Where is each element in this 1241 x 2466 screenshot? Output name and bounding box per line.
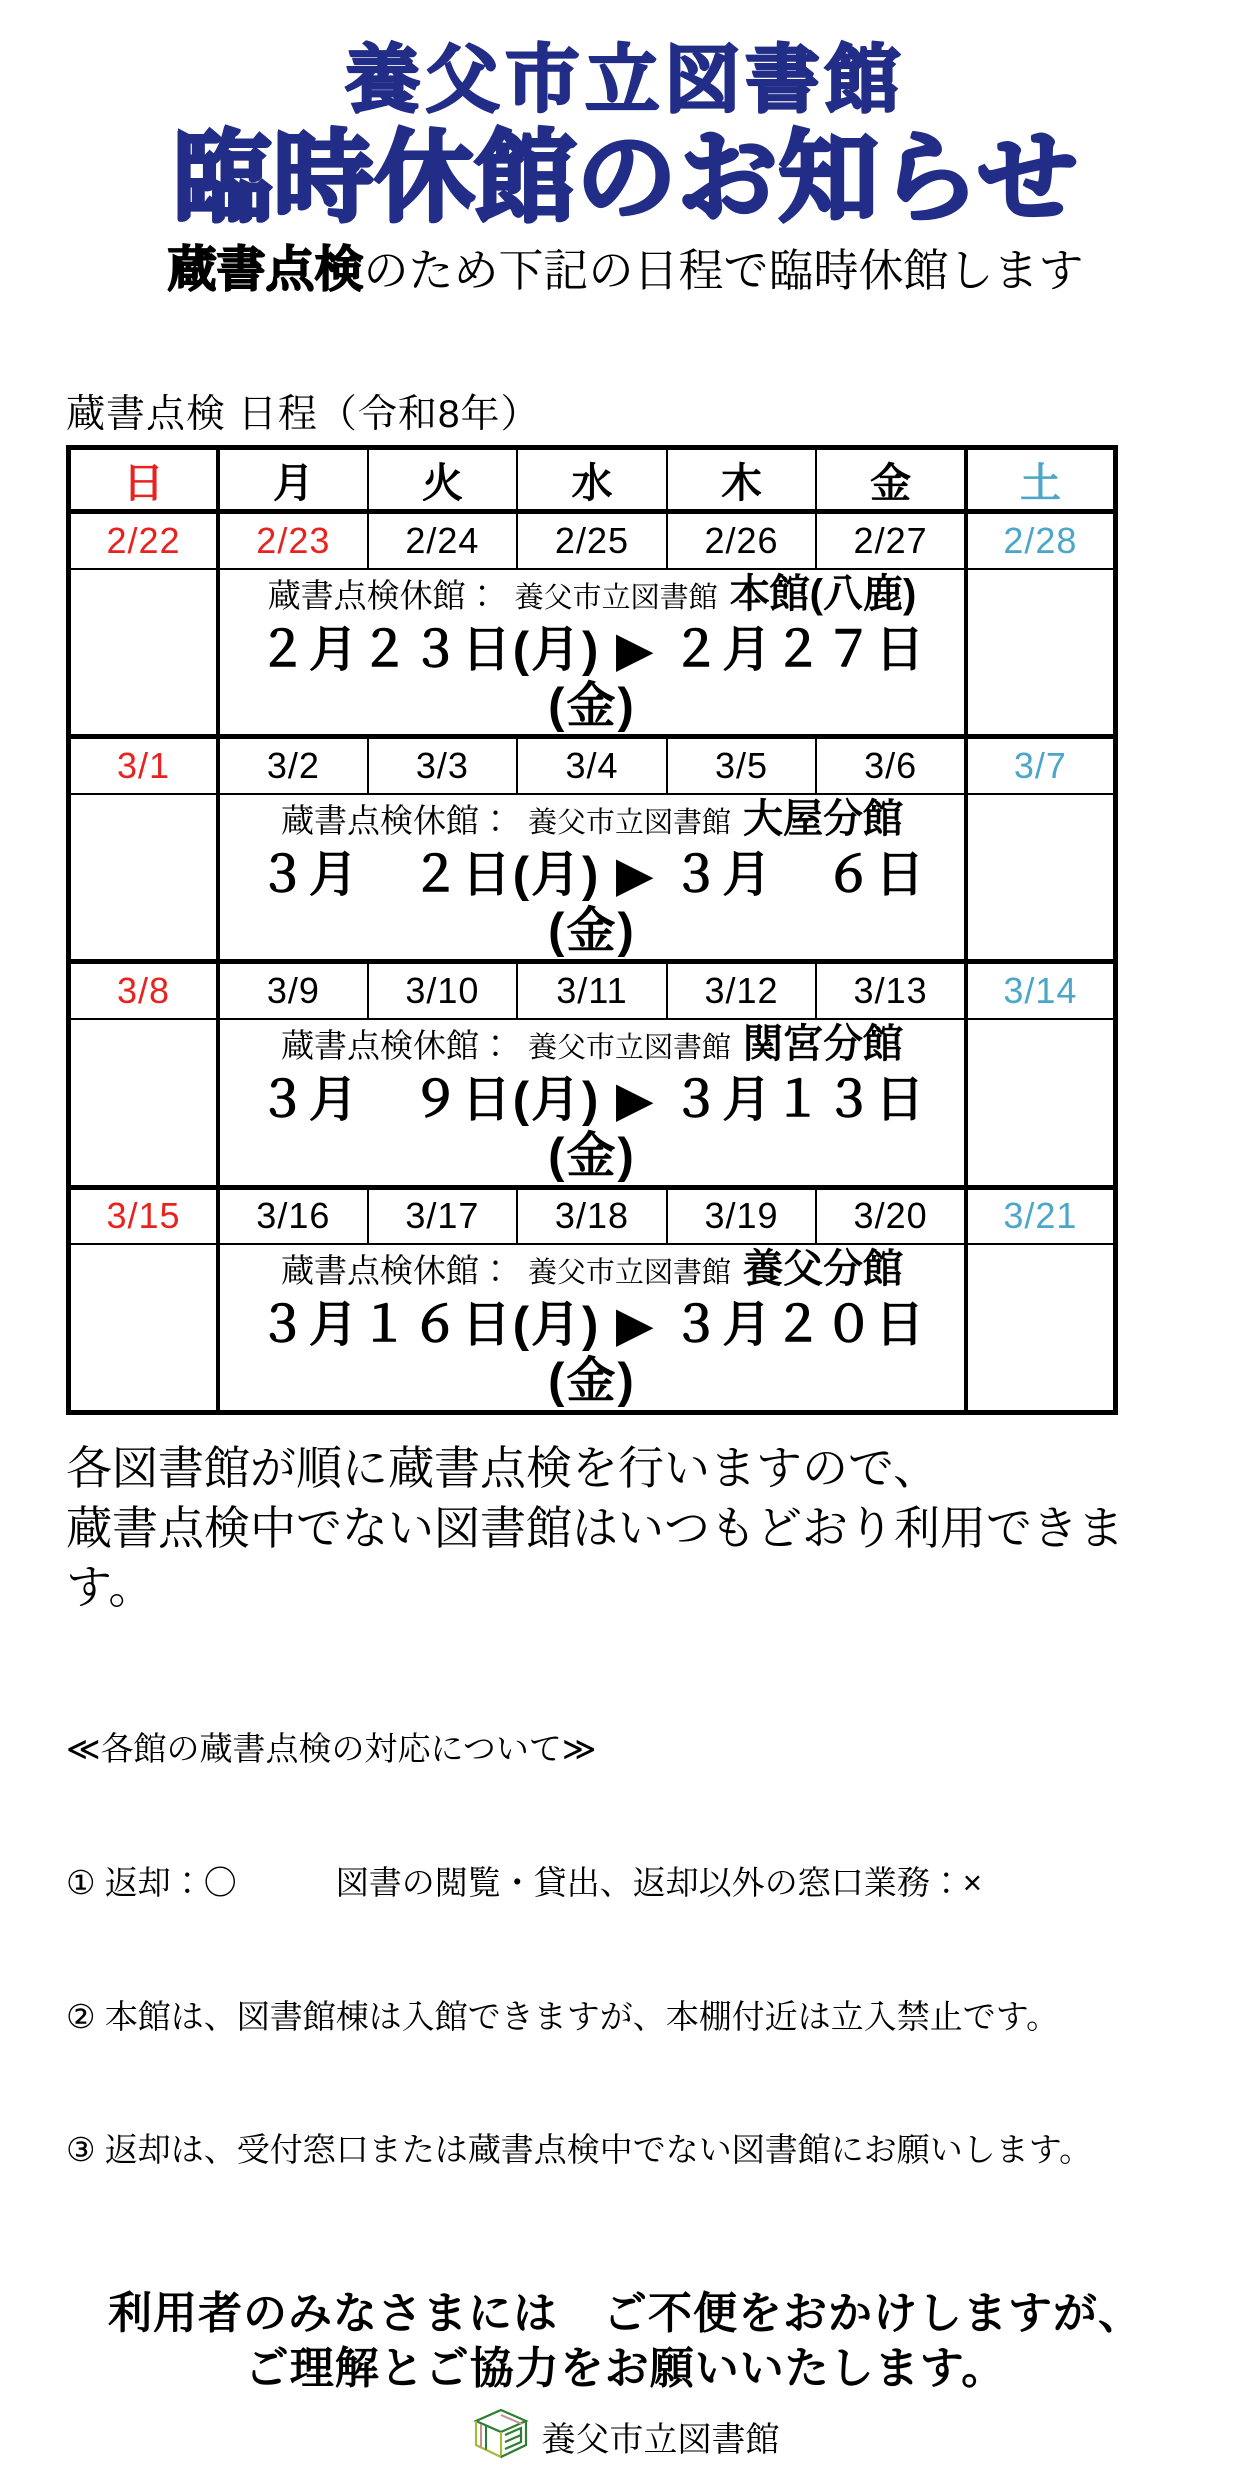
page-title: 養父市立図書館: [345, 38, 906, 121]
date-cell: 2/27: [816, 512, 966, 569]
closure-row-week4: [69, 1244, 1116, 1412]
date-cell: 3/3: [368, 737, 518, 794]
date-cell: 3/19: [667, 1187, 817, 1244]
weekday-friday: 金: [816, 448, 966, 512]
weekday-monday: 月: [218, 448, 368, 512]
closure-period: ２月２３日(月) ▶ ２月２７日(金): [257, 622, 927, 733]
date-row-week2: [69, 737, 1116, 794]
date-row-week1: [69, 512, 1116, 569]
closure-label: 蔵書点検休館：: [267, 576, 499, 614]
date-cell: 3/11: [517, 962, 667, 1019]
date-cell: 3/12: [667, 962, 817, 1019]
weekday-wednesday: 水: [517, 448, 667, 512]
closure-line1: [220, 795, 964, 843]
date-cell: 3/21: [966, 1187, 1116, 1244]
inspection-schedule-table: [66, 445, 1118, 1415]
notes-section: [66, 1638, 1185, 2262]
notes-heading: ≪各館の蔵書点検の対応について≫: [66, 1730, 597, 1768]
closure-library-name: 養父市立図書館: [514, 581, 718, 614]
date-cell: 2/23: [218, 512, 368, 569]
footer: [66, 2407, 1185, 2466]
closure-line1: [220, 1245, 964, 1293]
table-caption: 蔵書点検 日程（令和8年）: [66, 393, 541, 436]
date-cell: 3/16: [218, 1187, 368, 1244]
closure-row-week1: [69, 569, 1116, 737]
date-cell: 3/7: [966, 737, 1116, 794]
note-item-3: ③ 返却は、受付窓口または蔵書点検中でない図書館にお願いします。: [66, 2131, 1093, 2169]
usage-paragraph-line2: 蔵書点検中でない図書館はいつもどおり利用できます。: [66, 1501, 1124, 1614]
date-cell: 3/8: [69, 962, 219, 1019]
empty-sunday-cell: [69, 1019, 219, 1187]
date-cell: 2/26: [667, 512, 817, 569]
lead-text: [66, 239, 1185, 303]
date-cell: 3/14: [966, 962, 1116, 1019]
closure-row-week2: [69, 794, 1116, 962]
closure-library-name: 養父市立図書館: [527, 1031, 731, 1064]
date-cell: 3/17: [368, 1187, 518, 1244]
date-cell: 2/28: [966, 512, 1116, 569]
date-cell: 3/6: [816, 737, 966, 794]
closure-period: ３月 ２日(月) ▶ ３月 ６日(金): [257, 847, 927, 959]
date-cell: 3/1: [69, 737, 219, 794]
empty-sunday-cell: [69, 794, 219, 962]
date-row-week4: [69, 1187, 1116, 1244]
empty-saturday-cell: [966, 1244, 1116, 1412]
closure-branch-name: 本館(八鹿): [729, 571, 917, 616]
date-cell: 2/22: [69, 512, 219, 569]
closure-info-cell: [218, 794, 966, 962]
date-cell: 2/25: [517, 512, 667, 569]
empty-saturday-cell: [966, 794, 1116, 962]
empty-saturday-cell: [966, 1019, 1116, 1187]
closure-branch-name: 関宮分館: [742, 1021, 903, 1066]
weekday-tuesday: 火: [368, 448, 518, 512]
closing-line1: 利用者のみなさまには ご不便をおかけしますが、: [108, 2288, 1143, 2338]
closure-info-cell: [218, 569, 966, 737]
lead-text-rest: のため下記の日程で臨時休館します: [363, 245, 1084, 297]
date-cell: 3/15: [69, 1187, 219, 1244]
empty-sunday-cell: [69, 569, 219, 737]
library-logo-icon: [472, 2407, 530, 2466]
closure-library-name: 養父市立図書館: [527, 806, 731, 839]
date-cell: 3/10: [368, 962, 518, 1019]
date-cell: 3/5: [667, 737, 817, 794]
date-row-week3: [69, 962, 1116, 1019]
date-cell: 3/2: [218, 737, 368, 794]
closing-line2: ご理解とご協力をお願いいたします。: [244, 2344, 1007, 2394]
empty-saturday-cell: [966, 569, 1116, 737]
date-cell: 3/20: [816, 1187, 966, 1244]
weekday-header-row: [69, 448, 1116, 512]
weekday-saturday: 土: [966, 448, 1116, 512]
closure-line1: [220, 1020, 964, 1068]
page-subtitle: 臨時休館のお知らせ: [172, 122, 1079, 235]
closure-library-name: 養父市立図書館: [527, 1257, 731, 1290]
note-item-2: ② 本館は、図書館棟は入館できますが、本棚付近は立入禁止です。: [66, 1997, 1060, 2035]
closure-info-cell: [218, 1244, 966, 1412]
closure-period: ３月 ９日(月) ▶ ３月１３日(金): [257, 1072, 927, 1184]
date-cell: 2/24: [368, 512, 518, 569]
date-cell: 3/9: [218, 962, 368, 1019]
closure-period: ３月１６日(月) ▶ ３月２０日(金): [257, 1298, 927, 1409]
closure-label: 蔵書点検休館：: [280, 1026, 512, 1064]
weekday-thursday: 木: [667, 448, 817, 512]
date-cell: 3/13: [816, 962, 966, 1019]
closure-info-cell: [218, 1019, 966, 1187]
usage-paragraph-line1: 各図書館が順に蔵書点検を行いますので、: [66, 1441, 940, 1494]
closure-branch-name: 養父分館: [742, 1247, 903, 1292]
closure-label: 蔵書点検休館：: [280, 801, 512, 839]
closure-label: 蔵書点検休館：: [280, 1252, 512, 1290]
weekday-sunday: 日: [69, 448, 219, 512]
closing-message: [66, 2286, 1185, 2397]
lead-text-emphasis: 蔵書点検: [167, 243, 364, 298]
note-item-1: ① 返却：〇 図書の閲覧・貸出、返却以外の窓口業務：×: [66, 1863, 983, 1901]
usage-paragraph: [66, 1439, 1185, 1618]
empty-sunday-cell: [69, 1244, 219, 1412]
closure-row-week3: [69, 1019, 1116, 1187]
footer-library-name: 養父市立図書館: [541, 2420, 780, 2459]
closure-line1: [220, 570, 964, 618]
date-cell: 3/4: [517, 737, 667, 794]
date-cell: 3/18: [517, 1187, 667, 1244]
closure-branch-name: 大屋分館: [742, 796, 903, 841]
